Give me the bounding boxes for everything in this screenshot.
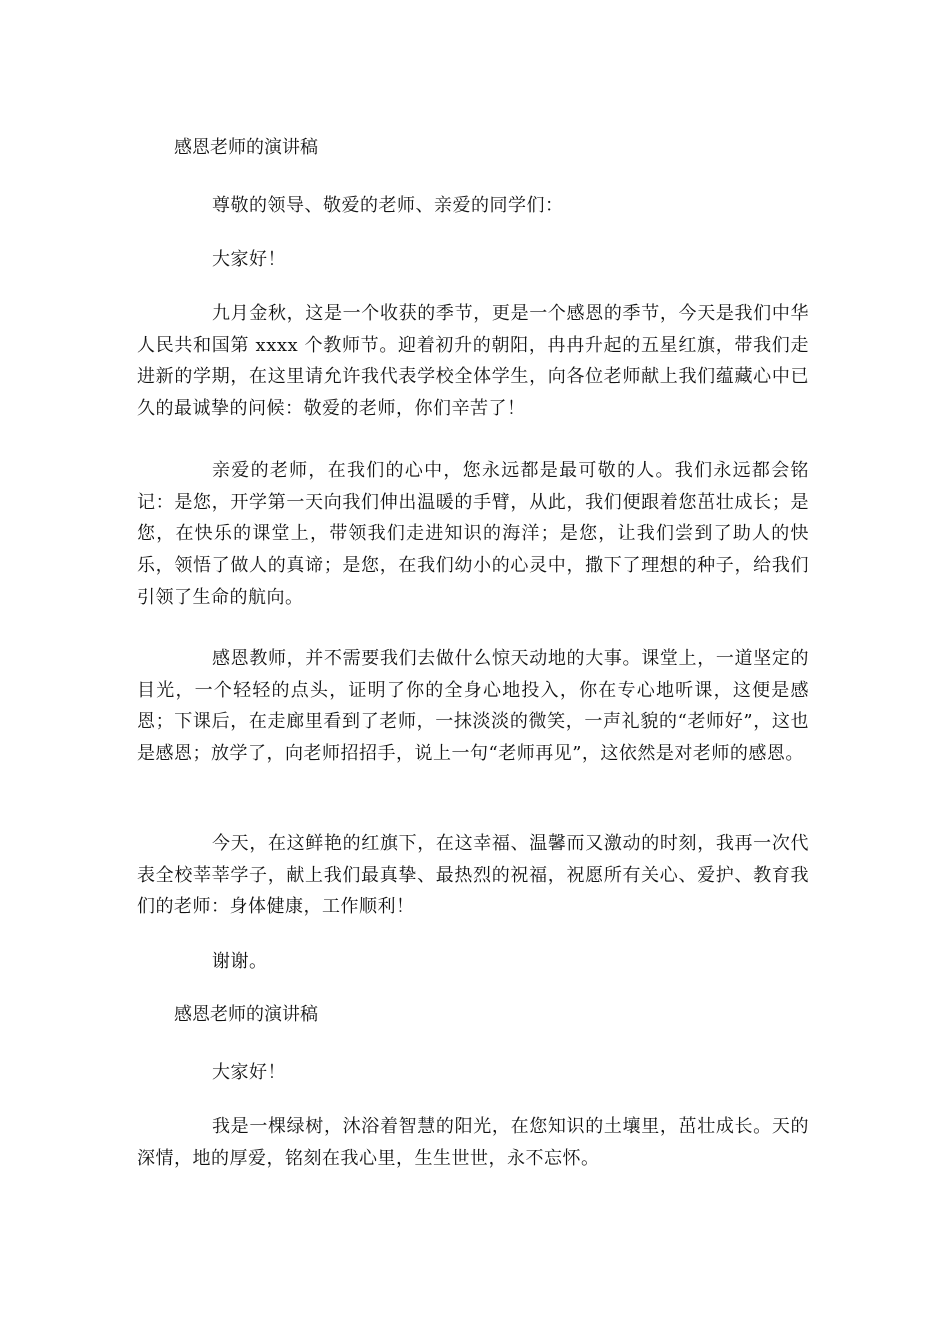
section-1-title: 感恩老师的演讲稿 bbox=[174, 137, 318, 158]
section-2-greeting: 大家好！ bbox=[212, 1062, 286, 1083]
section-2-title: 感恩老师的演讲稿 bbox=[174, 1004, 318, 1025]
paragraph-dear-teacher: 亲爱的老师，在我们的心中，您永远都是最可敬的人。我们永远都会铭记：是您，开学第一天向我们伸出温暖的手臂，从此，我们便跟着您茁壮成长；是您，在快乐的课堂上，带领我们走进知识的海洋；是您，让我们尝到了助人的快乐，领悟了做人的真谛；是您，在我们幼小的心灵中，撒下了理想的种子，给我们引领了生命的航向。 bbox=[137, 460, 809, 608]
greeting: 大家好！ bbox=[212, 249, 286, 270]
paragraph-blessing: 今天，在这鲜艳的红旗下，在这幸福、温馨而又激动的时刻，我再一次代表全校莘莘学子，献上我们最真挚、最热烈的祝福，祝愿所有关心、爱护、教育我们的老师：身体健康，工作顺利！ bbox=[137, 833, 809, 918]
closing-thanks: 谢谢。 bbox=[212, 951, 268, 972]
paragraph-gratitude: 感恩教师，并不需要我们去做什么惊天动地的大事。课堂上，一道坚定的目光，一个轻轻的点头，证明了你的全身心地投入，你在专心地听课，这便是感恩；下课后，在走廊里看到了老师，一抹淡淡的微笑，一声礼貌的“老师好”，这也是感恩；放学了，向老师招招手，说上一句“老师再见”，这依然是对老师的感恩。 bbox=[137, 648, 809, 765]
paragraph-teachers-day: 九月金秋，这是一个收获的季节，更是一个感恩的季节，今天是我们中华人民共和国第 xxxx 个教师节。迎着初升的朝阳，冉冉升起的五星红旗，带我们走进新的学期，在这里请允许我代表学校全体学生，向各位老师献上我们蕴藏心中已久的最诚挚的问候：敬爱的老师，你们辛苦了！ bbox=[137, 303, 809, 420]
paragraph-green-tree: 我是一棵绿树，沐浴着智慧的阳光，在您知识的土壤里，茁壮成长。天的深情，地的厚爱，铭刻在我心里，生生世世，永不忘怀。 bbox=[137, 1116, 809, 1169]
salutation: 尊敬的领导、敬爱的老师、亲爱的同学们： bbox=[212, 195, 564, 216]
